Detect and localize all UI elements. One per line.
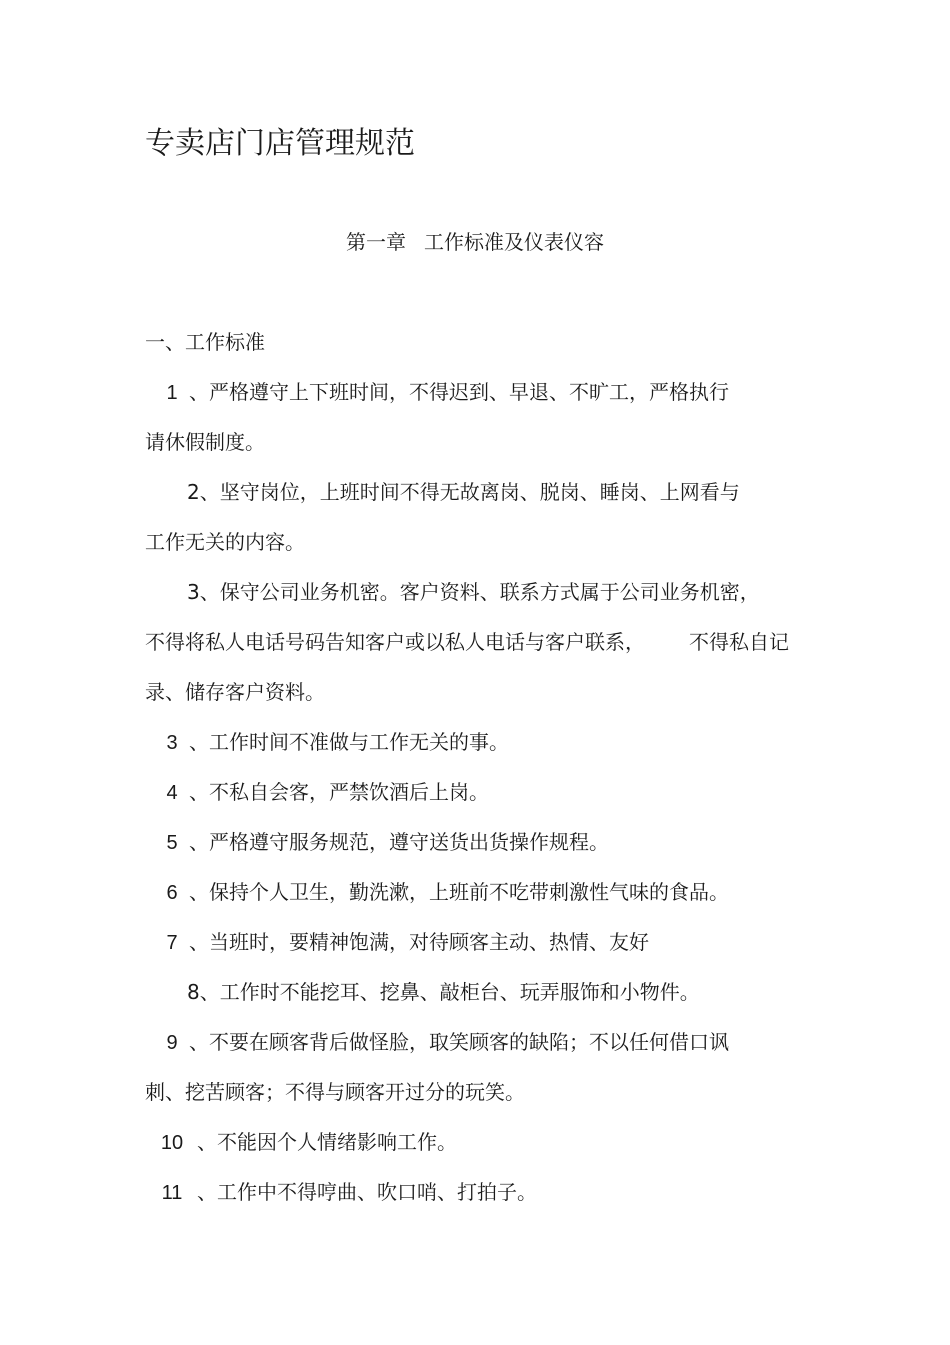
item-text: 、不能因个人情绪影响工作。	[197, 1130, 457, 1154]
chapter-name: 工作标准及仪表仪容	[424, 230, 604, 254]
list-item	[155, 378, 729, 407]
section-heading: 一、工作标准	[145, 330, 265, 354]
item-text-continuation: 请休假制度。	[145, 430, 265, 454]
item-text: 、工作时间不准做与工作无关的事。	[189, 730, 509, 754]
item-text: 、保持个人卫生，勤洗漱，上班前不吃带刺激性气味的食品。	[189, 880, 729, 904]
item-text-continuation	[145, 628, 789, 656]
chapter-label: 第一章	[346, 230, 406, 254]
item-number: 11	[161, 1182, 183, 1204]
item-text: 不得将私人电话号码告知客户或以私人电话与客户联系，	[145, 630, 645, 654]
list-item	[155, 1028, 729, 1057]
list-item	[155, 728, 509, 757]
item-number: 10	[160, 1132, 184, 1154]
chapter-heading	[0, 228, 950, 256]
list-item	[155, 878, 729, 907]
item-text: 、严格遵守服务规范，遵守送货出货操作规程。	[189, 830, 609, 854]
list-item	[147, 1128, 457, 1157]
item-number: 6	[166, 882, 178, 904]
item-text: 、当班时，要精神饱满，对待顾客主动、热情、友好	[189, 930, 649, 954]
item-number: 3	[166, 732, 178, 754]
item-number: 9	[166, 1032, 178, 1054]
list-item	[155, 828, 609, 857]
item-text-continuation: 工作无关的内容。	[145, 530, 305, 554]
item-number: 4	[166, 782, 178, 804]
item-text: 、不私自会客，严禁饮酒后上岗。	[189, 780, 489, 804]
list-item: 8、工作时不能挖耳、挖鼻、敲柜台、玩弄服饰和小物件。	[187, 980, 700, 1004]
document-title: 专卖店门店管理规范	[145, 126, 415, 161]
list-item	[155, 778, 489, 807]
item-number: 7	[166, 932, 178, 954]
list-item	[147, 1178, 537, 1207]
item-text: 、不要在顾客背后做怪脸，取笑顾客的缺陷；不以任何借口讽	[189, 1030, 729, 1054]
item-text: 、严格遵守上下班时间，不得迟到、早退、不旷工，严格执行	[189, 380, 729, 404]
item-text: 、工作中不得哼曲、吹口哨、打拍子。	[197, 1180, 537, 1204]
item-text-continuation: 录、储存客户资料。	[145, 680, 325, 704]
list-item: 3、保守公司业务机密。客户资料、联系方式属于公司业务机密，	[187, 580, 760, 604]
item-text-continuation: 刺、挖苦顾客；不得与顾客开过分的玩笑。	[145, 1080, 525, 1104]
list-item: 2、坚守岗位，上班时间不得无故离岗、脱岗、睡岗、上网看与	[187, 480, 740, 504]
item-number: 1	[166, 382, 178, 404]
item-text: 不得私自记	[689, 630, 789, 654]
item-number: 5	[166, 832, 178, 854]
list-item	[155, 928, 649, 957]
